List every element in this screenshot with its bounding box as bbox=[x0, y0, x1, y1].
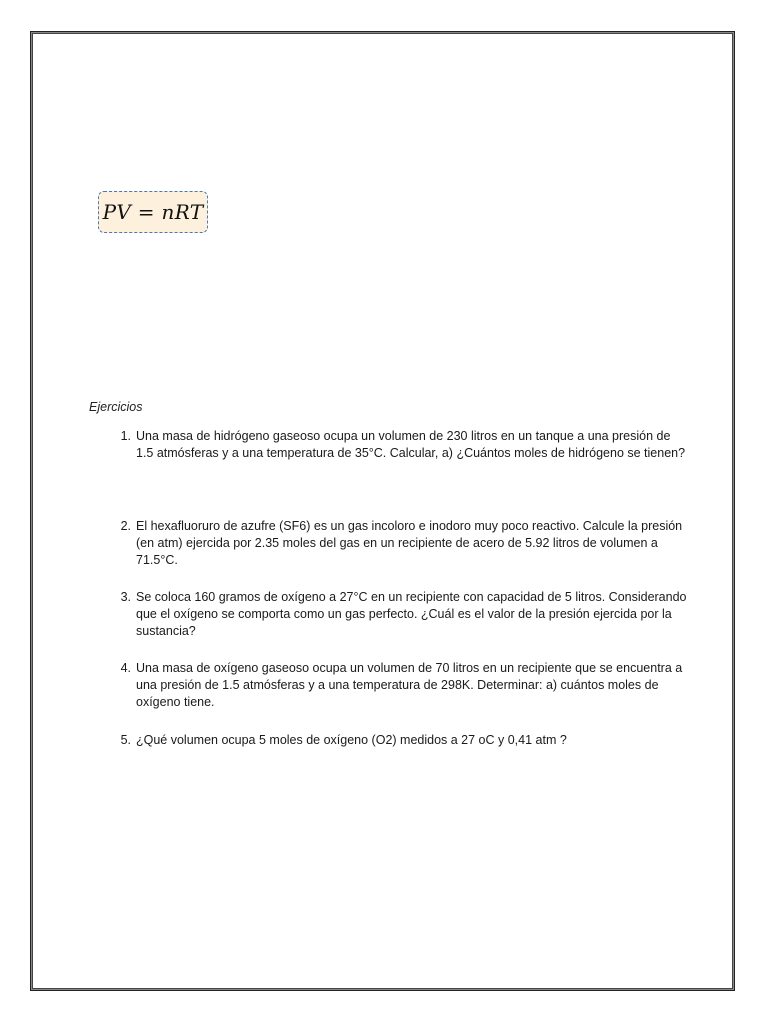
page-border bbox=[32, 33, 733, 989]
exercise-number: 4. bbox=[120, 661, 131, 675]
exercise-text: Una masa de hidrógeno gaseoso ocupa un volumen de 230 litros en un tanque a una presión de 1.5 atmósferas y a una temperatura de 35°C. Calcular, a) ¿Cuántos moles de hidrógeno se tienen? bbox=[136, 429, 686, 460]
exercise-number: 3. bbox=[120, 590, 131, 604]
exercise-number: 5. bbox=[120, 733, 131, 747]
exercise-text: Se coloca 160 gramos de oxígeno a 27°C en un recipiente con capacidad de 5 litros. Considerando que el oxígeno se comporta como un gas perfecto. ¿Cuál es el valor de la presión ejercida por la sustancia? bbox=[136, 590, 687, 638]
ideal-gas-equation: PV = nRT bbox=[102, 200, 204, 224]
exercise-text: El hexafluoruro de azufre (SF6) es un gas incoloro e inodoro muy poco reactivo. Calcule la presión (en atm) ejercida por 2.35 moles del gas en un recipiente de acero de 5.92 litros de volumen a 71.5°C. bbox=[136, 519, 683, 567]
exercise-text: Una masa de oxígeno gaseoso ocupa un volumen de 70 litros en un recipiente que se encuentra a una presión de 1.5 atmósferas y a una temperatura de 298K. Determinar: a) cuántos moles de oxígeno tiene. bbox=[136, 661, 683, 709]
document-page bbox=[30, 31, 735, 991]
equation-box[interactable] bbox=[98, 191, 208, 233]
section-title: Ejercicios bbox=[89, 400, 143, 414]
exercise-text: ¿Qué volumen ocupa 5 moles de oxígeno (O2) medidos a 27 oC y 0,41 atm ? bbox=[136, 733, 567, 747]
exercise-number: 2. bbox=[120, 519, 131, 533]
exercise-number: 1. bbox=[120, 429, 131, 443]
